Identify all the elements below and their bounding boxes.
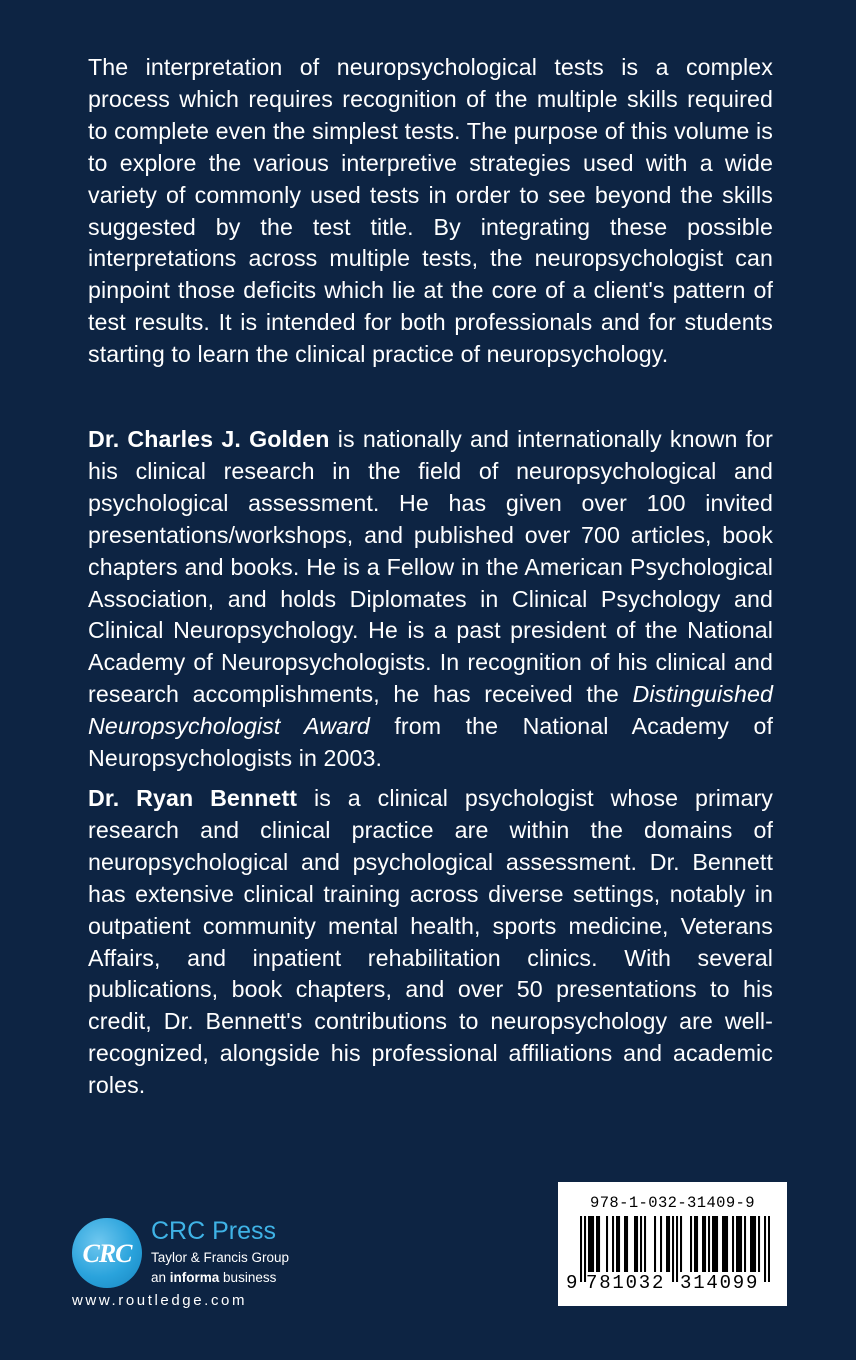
author-bio-golden-part1: is nationally and internationally known for his clinical research in the field of neuropsychological and psychological assessment. He has given over 100 invited presentations/workshops, and published over 700 articles, book chapters and books. He is a Fellow in the American Psychological Association, and holds Diplomates in Clinical Psychology and Clinical Neuropsychology. He is a past president of the National Academy of Neuropsychologists. In recognition of his clinical and research accomplishments, he has received the [88, 426, 773, 708]
barcode-bar [598, 1216, 600, 1272]
barcode-bar [750, 1216, 752, 1272]
author-bio-bennett-text: is a clinical psychologist whose primary research and clinical practice are within the domains of neuropsychological and psychological assessment. Dr. Bennett has extensive clinical training across diverse settings, notably in outpatient community mental health, sports medicine, Veterans Affairs, and inpatient rehabilitation clinics. With several publications, book chapters, and over 50 presentations to his credit, Dr. Bennett's contributions to neuropsychology are well-recognized, alongside his professional affiliations and academic roles. [88, 785, 773, 1099]
barcode-bar [634, 1216, 636, 1272]
barcode-bar [596, 1216, 598, 1272]
barcode-bar [712, 1216, 714, 1272]
barcode-bar [740, 1216, 742, 1272]
barcode-bar [666, 1216, 668, 1272]
barcode-bar [708, 1216, 710, 1272]
barcode-bar [592, 1216, 594, 1272]
barcode-bar [624, 1216, 626, 1272]
barcode-digits-left: 781032 [586, 1272, 666, 1294]
barcode-bar [726, 1216, 728, 1272]
barcode-bar [672, 1216, 674, 1282]
barcode-bar [752, 1216, 754, 1272]
blurb-text: The interpretation of neuropsychological tests is a complex process which requires recognition of the multiple skills required to complete even the simplest tests. The purpose of this volume is to explore the various interpretive strategies used with a wide variety of commonly used tests in order to see beyond the skills suggested by the test title. By integrating these possible interpretations across multiple tests, the neuropsychologist can pinpoint those deficits which lie at the core of a client's pattern of test results. It is intended for both professionals and for students starting to learn the clinical practice of neuropsychology. [88, 54, 773, 368]
barcode-digits-right: 314099 [680, 1272, 760, 1294]
barcode-bar [768, 1216, 770, 1282]
isbn-barcode [558, 1182, 787, 1306]
author-bio-golden [88, 424, 773, 775]
barcode-bar [738, 1216, 740, 1272]
barcode-bar [580, 1216, 582, 1282]
barcode-bar [626, 1216, 628, 1272]
isbn-text: 978-1-032-31409-9 [590, 1194, 755, 1212]
barcode-digit-lead: 9 [566, 1272, 578, 1294]
barcode-bar [668, 1216, 670, 1272]
barcode-bar [702, 1216, 704, 1272]
barcode-bar [676, 1216, 678, 1282]
barcode-bar [606, 1216, 608, 1272]
publisher-group: Taylor & Francis Group [151, 1250, 290, 1265]
barcode-bar [612, 1216, 614, 1272]
crc-logo-icon [72, 1218, 142, 1288]
barcode-bar [714, 1216, 716, 1272]
barcode-bar [744, 1216, 746, 1272]
barcode-bar [640, 1216, 642, 1272]
publisher-informa-line: an informa business [151, 1270, 277, 1285]
barcode-bar [758, 1216, 760, 1272]
barcode-bar [690, 1216, 692, 1272]
barcode-bar [754, 1216, 756, 1272]
barcode-bar [696, 1216, 698, 1272]
author-bio-bennett [88, 783, 773, 1102]
blurb-paragraph [88, 52, 773, 371]
barcode-bar [704, 1216, 706, 1272]
barcode-bar [654, 1216, 656, 1272]
barcode-bar [724, 1216, 726, 1272]
barcode-bar [722, 1216, 724, 1272]
publisher-block [72, 1215, 332, 1315]
barcode-bar [694, 1216, 696, 1272]
award-title: Distinguished Neuropsychologist Award [88, 681, 773, 740]
barcode-bar [736, 1216, 738, 1272]
crc-logo-text: CRC [82, 1239, 132, 1268]
barcode-bar [644, 1216, 646, 1272]
author-bio-golden-part2: from the National Academy of Neuropsychologists in 2003. [88, 713, 773, 772]
barcode-bar [764, 1216, 766, 1282]
barcode-bar [636, 1216, 638, 1272]
barcode-bar [590, 1216, 592, 1272]
barcode-bar [680, 1216, 682, 1272]
publisher-url: www.routledge.com [72, 1292, 248, 1309]
barcode-bar [660, 1216, 662, 1272]
barcode-bar [716, 1216, 718, 1272]
author-name-golden: Dr. Charles J. Golden [88, 426, 330, 452]
publisher-name: CRC Press [151, 1217, 277, 1245]
barcode-bar [616, 1216, 618, 1272]
barcode-bar [618, 1216, 620, 1272]
barcode-bar [732, 1216, 734, 1272]
author-name-bennett: Dr. Ryan Bennett [88, 785, 298, 811]
barcode-bar [588, 1216, 590, 1272]
